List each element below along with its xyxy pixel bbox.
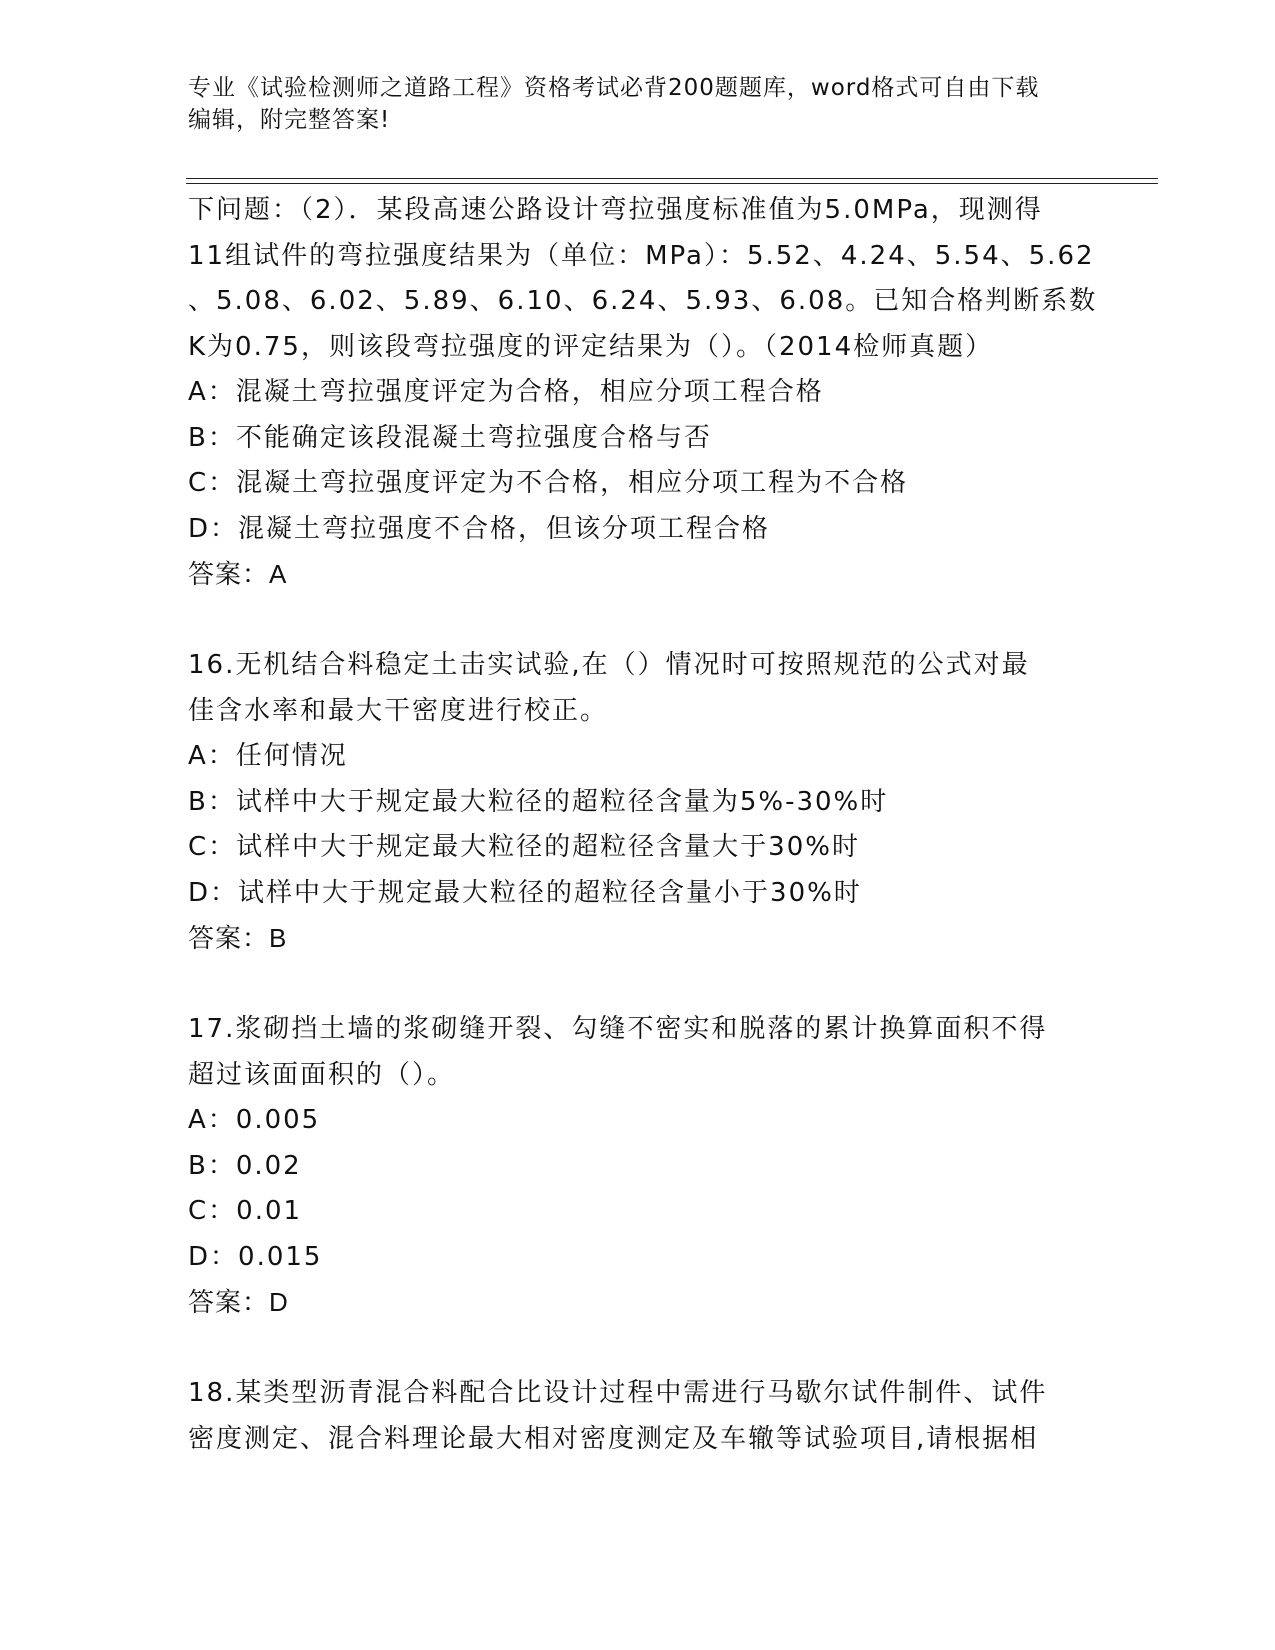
header-title-line: 专业《试验检测师之道路工程》资格考试必背200题题库，word格式可自由下载 — [188, 75, 1040, 101]
question-text-line: 下问题：（2）．某段高速公路设计弯拉强度标准值为5.0MPa，现测得 — [188, 195, 1043, 225]
question-text-line: 17.浆砌挡土墙的浆砌缝开裂、勾缝不密实和脱落的累计换算面积不得 — [188, 1014, 1048, 1044]
option-c: C：试样中大于规定最大粒径的超粒径含量大于30%时 — [188, 832, 860, 862]
spacer — [188, 962, 1088, 1008]
option-b: B：不能确定该段混凝土弯拉强度合格与否 — [188, 422, 712, 453]
option-c: C：0.01 — [188, 1196, 303, 1226]
question-text-line: 11组试件的弯拉强度结果为（单位：MPa）：5.52、4.24、5.54、5.62 — [188, 240, 1095, 271]
option-a: A：任何情况 — [188, 741, 348, 771]
spacer — [188, 598, 1088, 644]
question-text-line: 佳含水率和最大干密度进行校正。 — [188, 695, 609, 726]
question-15 — [188, 188, 1098, 598]
option-d: D：0.015 — [188, 1241, 323, 1272]
header-divider — [186, 178, 1158, 184]
question-text-line: 超过该面面积的（）。 — [188, 1059, 456, 1090]
question-text-line: 18.某类型沥青混合料配合比设计过程中需进行马歇尔试件制件、试件 — [188, 1378, 1048, 1408]
question-text-line: 、5.08、6.02、5.89、6.10、6.24、5.93、6.08。已知合格判断系数 — [188, 286, 1098, 316]
question-text-line: 16.无机结合料稳定土击实试验,在（）情况时可按照规范的公式对最 — [188, 650, 1030, 680]
question-text-line: K为0.75，则该段弯拉强度的评定结果为（）。（2014检师真题） — [188, 331, 994, 362]
question-17 — [188, 1007, 1088, 1326]
option-a: A：0.005 — [188, 1105, 321, 1135]
question-content — [188, 188, 1098, 1462]
question-18 — [188, 1371, 1088, 1462]
answer-label: 答案：B — [188, 923, 288, 953]
answer-label: 答案：A — [188, 559, 288, 589]
option-d: D：混凝土弯拉强度不合格，但该分项工程合格 — [188, 513, 771, 544]
spacer — [188, 1326, 1088, 1372]
option-d: D：试样中大于规定最大粒径的超粒径含量小于30%时 — [188, 877, 862, 908]
option-a: A：混凝土弯拉强度评定为合格，相应分项工程合格 — [188, 377, 824, 407]
page-header — [188, 72, 1088, 136]
option-b: B：0.02 — [188, 1150, 302, 1181]
header-subtitle-line: 编辑，附完整答案! — [188, 107, 391, 133]
option-b: B：试样中大于规定最大粒径的超粒径含量为5%-30%时 — [188, 786, 889, 817]
answer-label: 答案：D — [188, 1287, 289, 1317]
question-16 — [188, 643, 1088, 962]
option-c: C：混凝土弯拉强度评定为不合格，相应分项工程为不合格 — [188, 468, 909, 498]
question-text-line: 密度测定、混合料理论最大相对密度测定及车辙等试验项目,请根据相 — [188, 1423, 1039, 1454]
